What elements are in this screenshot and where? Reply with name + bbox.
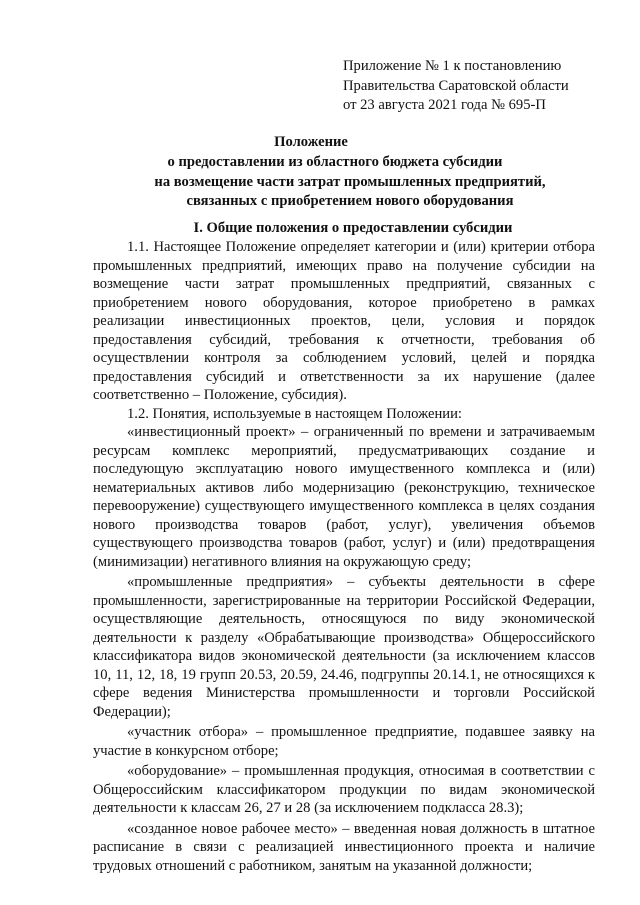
title-line-4: связанных с приобретением нового оборудования	[186, 193, 514, 210]
paragraph: «участник отбора» – промышленное предприятие, подавшее заявку на участие в конкурсном отборе;	[93, 724, 595, 759]
paragraph: «оборудование» – промышленная продукция, относимая в соответствии с Общероссийским классификатором продукции по видам экономической деятельности к классам 26, 27 и 28 (за исключением подкласса 28.3);	[93, 763, 595, 816]
paragraph: «промышленные предприятия» – субъекты деятельности в сфере промышленности, зарегистрированные на территории Российской Федерации, осуществляющие деятельность, относящуюся по виду экономической деятельности к разделу «Обрабатывающие производства» Общероссийского классификатора видов экономической деятельности (за исключением классов 10, 11, 12, 18, 19 групп 20.53, 20.59, 24.46, подгруппы 20.14.1, не относящихся к сфере ведения Министерства промышленности и торговли Российской Федерации);	[93, 574, 595, 720]
section-heading: I. Общие положения о предоставлении субсидии	[193, 220, 513, 236]
annex-line-3: от 23 августа 2021 года № 695-П	[343, 97, 546, 113]
title-line-3: на возмещение части затрат промышленных предприятий,	[154, 173, 546, 190]
title-line-2: о предоставлении из областного бюджета субсидии	[167, 153, 503, 170]
document-title	[0, 133, 640, 212]
paragraph: «инвестиционный проект» – ограниченный по времени и затрачиваемым ресурсам комплекс мероприятий, предусматривающих создание и последующую эксплуатацию нового имущественного комплекса и (или) нематериальных активов либо модернизацию (реконструкцию, техническое перевооружение) существующего имущественного комплекса в целях создания нового производства товаров (работ, услуг), увеличения объемов существующего производства товаров (работ, услуг) и (или) предотвращения (минимизации) негативного влияния на окружающую среду;	[93, 424, 595, 570]
title-line-1: Положение	[274, 134, 348, 150]
annex-line-2: Правительства Саратовской области	[343, 77, 569, 94]
paragraph: 1.1. Настоящее Положение определяет категории и (или) критерии отбора промышленных предприятий, имеющих право на получение субсидии на возмещение части затрат промышленных предприятий, связанных с приобретением нового оборудования, которое приобретено в рамках реализации инвестиционных проектов, цели, условия и порядок предоставления субсидий, требования к отчетности, требования об осуществлении контроля за соблюдением условий, целей и порядка предоставления субсидий и ответственности за их нарушение (далее соответственно – Положение, субсидия).	[93, 239, 595, 403]
section-body	[93, 238, 595, 875]
paragraph: «созданное новое рабочее место» – введенная новая должность в штатное расписание в связи с реализацией инвестиционного проекта и наличие трудовых отношений с работником, занятым на указанной должности;	[93, 820, 595, 874]
annex-line-1: Приложение № 1 к постановлению	[343, 58, 562, 74]
annex-reference	[343, 57, 569, 116]
paragraph: 1.2. Понятия, используемые в настоящем Положении:	[127, 405, 462, 422]
